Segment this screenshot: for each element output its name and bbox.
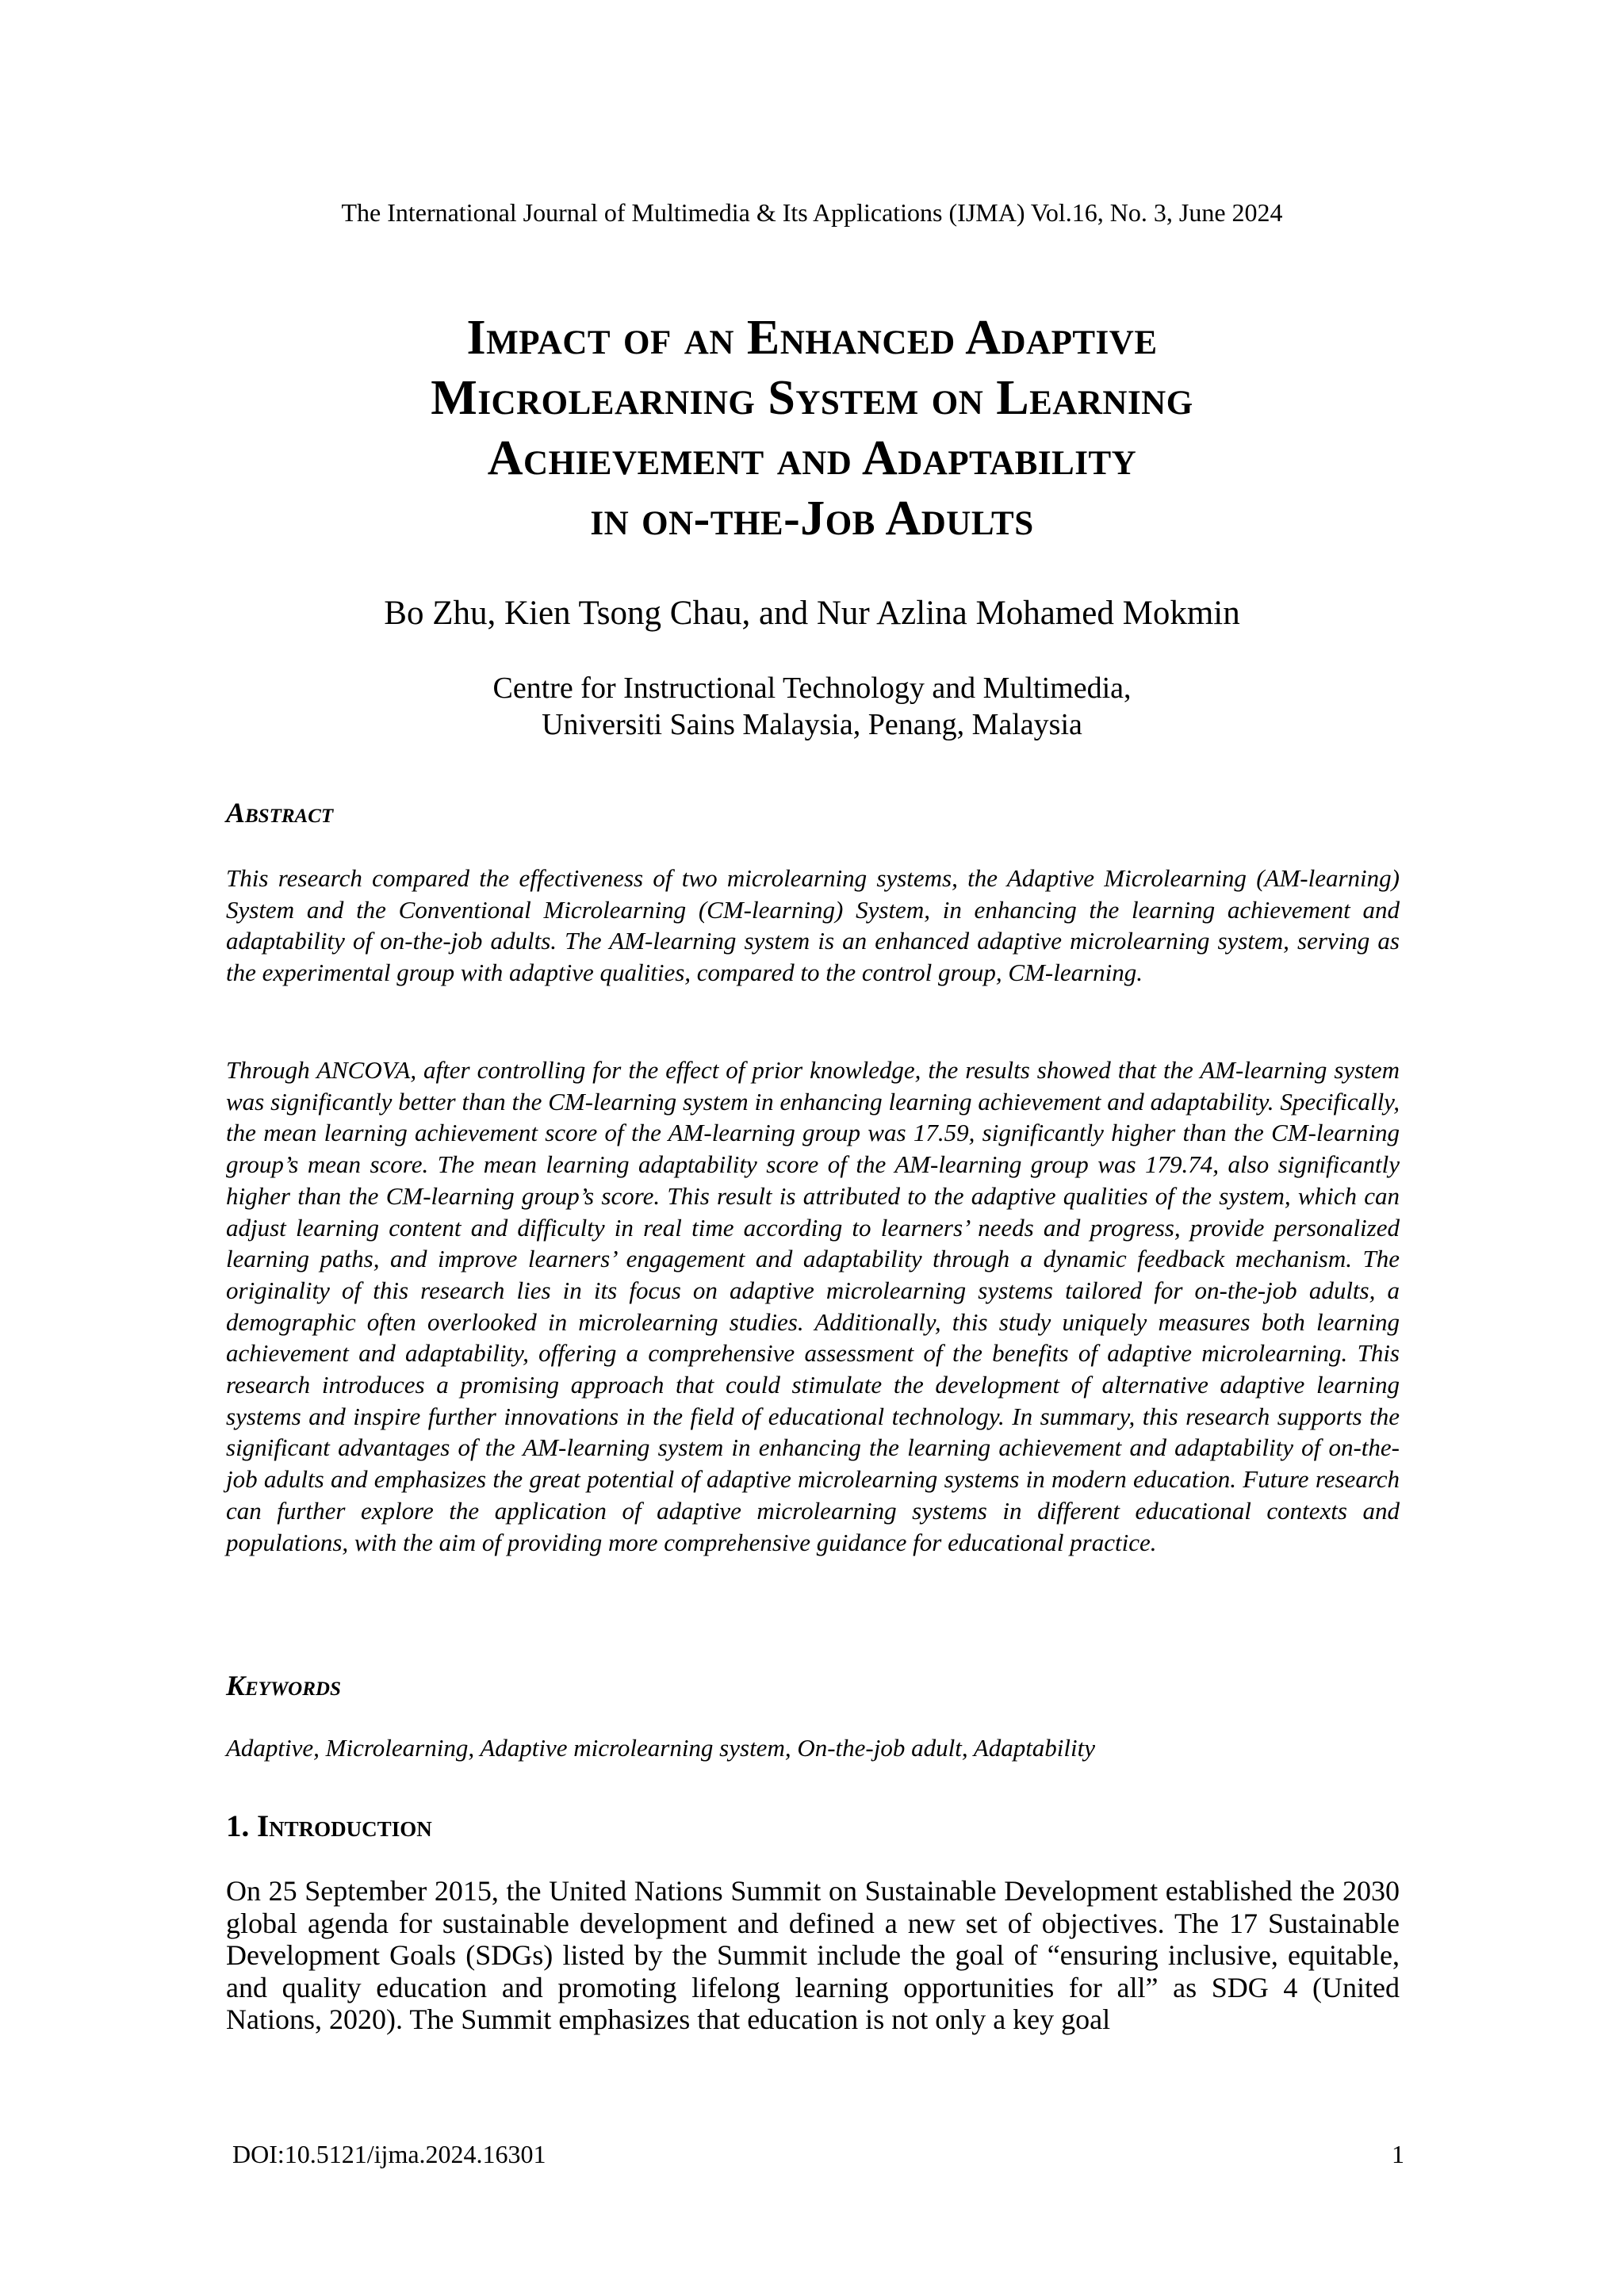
affiliation-line: Centre for Instructional Technology and Multimedia, [492, 672, 1132, 705]
doi-footer: DOI:10.5121/ijma.2024.16301 [232, 2140, 546, 2168]
section-heading-introduction: 1. Introduction [226, 1809, 432, 1843]
paper-title [217, 308, 1407, 549]
affiliation [0, 670, 1624, 743]
keywords-list: Adaptive, Microlearning, Adaptive microlearning system, On-the-job adult, Adaptability [226, 1734, 1096, 1762]
running-head: The International Journal of Multimedia & Its Applications (IJMA) Vol.16, No. 3, June 2024 [341, 198, 1283, 227]
abstract-heading: Abstract [226, 797, 334, 828]
title-line: Achievement and Adaptability [487, 431, 1137, 485]
keywords-heading: Keywords [226, 1670, 341, 1701]
author-list: Bo Zhu, Kien Tsong Chau, and Nur Azlina Mohamed Mokmin [384, 595, 1240, 632]
affiliation-line: Universiti Sains Malaysia, Penang, Malaysia [542, 708, 1082, 741]
title-line: in on-the-Job Adults [590, 492, 1034, 545]
title-line: Impact of an Enhanced Adaptive [466, 311, 1158, 365]
abstract-paragraph: Through ANCOVA, after controlling for the effect of prior knowledge, the results showed that the AM-learning system was significantly better than the CM-learning system in enhancing learning achievement and adaptability. Specifically, the mean learning achievement score of the AM-learning group was 17.59, significantly higher than the CM-learning group’s mean score. The mean learning adaptability score of the AM-learning group was 179.74, also significantly higher than the CM-learning group’s score. This result is attributed to the adaptive qualities of the system, which can adjust learning content and difficulty in real time according to learners’ needs and progress, provide personalized learning paths, and improve learners’ engagement and adaptability through a dynamic feedback mechanism. The originality of this research lies in its focus on adaptive microlearning systems tailored for on-the-job adults, a demographic often overlooked in microlearning studies. Additionally, this study uniquely measures both learning achievement and adaptability, offering a comprehensive assessment of the benefits of adaptive microlearning. This research introduces a promising approach that could stimulate the development of alternative adaptive learning systems and inspire further innovations in the field of educational technology. In summary, this research supports the significant advantages of the AM-learning system in enhancing the learning achievement and adaptability of on-the-job adults and emphasizes the great potential of adaptive microlearning systems in modern education. Future research can further explore the application of adaptive microlearning systems in different educational contexts and populations, with the aim of providing more comprehensive guidance for educational practice. [226, 1056, 1400, 1556]
page-number: 1 [1392, 2140, 1404, 2168]
introduction-paragraph: On 25 September 2015, the United Nations Summit on Sustainable Development established the 2030 global agenda for sustainable development and defined a new set of objectives. The 17 Sustainable Development Goals (SDGs) listed by the Summit include the goal of “ensuring inclusive, equitable, and quality education and promoting lifelong learning opportunities for all” as SDG 4 (United Nations, 2020). The Summit emphasizes that education is not only a key goal [226, 1875, 1400, 2035]
title-line: Microlearning System on Learning [431, 371, 1193, 425]
abstract-paragraph: This research compared the effectiveness of two microlearning systems, the Adaptive Microlearning (AM-learning) System and the Conventional Microlearning (CM-learning) System, in enhancing the learning achievement and adaptability of on-the-job adults. The AM-learning system is an enhanced adaptive microlearning system, serving as the experimental group with adaptive qualities, compared to the control group, CM-learning. [226, 864, 1400, 987]
